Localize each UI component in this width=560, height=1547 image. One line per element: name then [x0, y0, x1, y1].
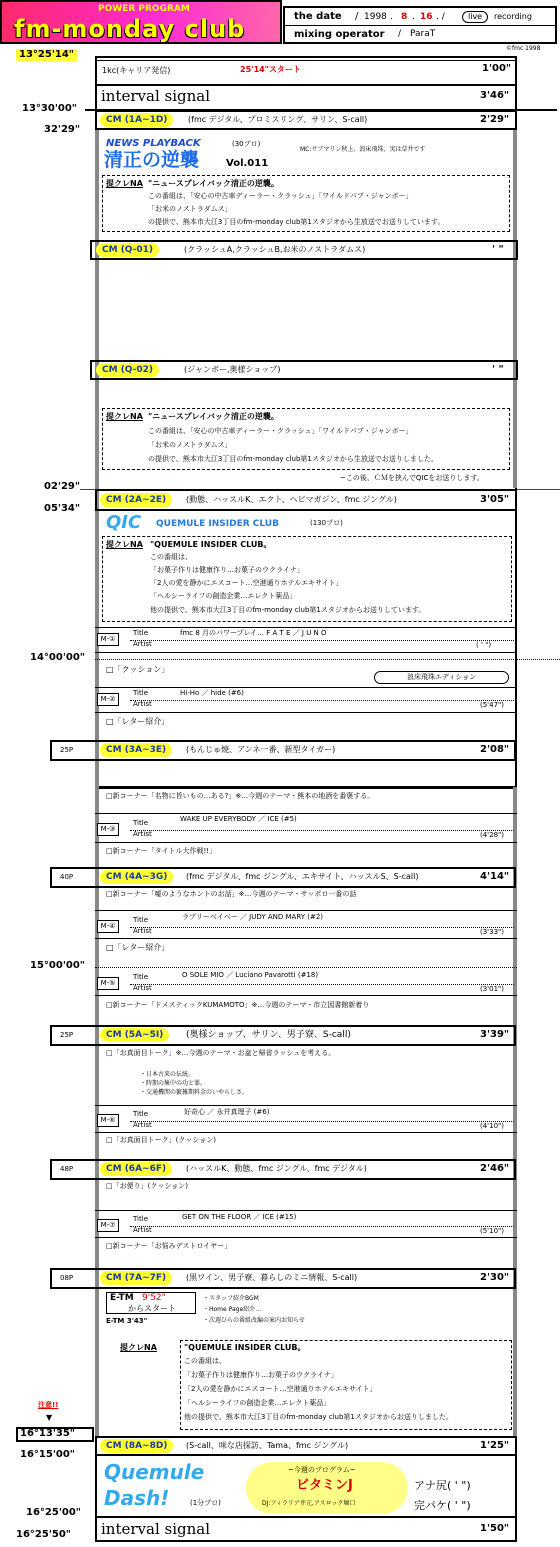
cm2-time-a: 02'29"	[44, 481, 81, 492]
cm8-label: CM (8A~8D)	[100, 1439, 173, 1453]
m1-duration: ( ' ")	[476, 641, 492, 649]
cm7-duration: 2'30"	[480, 1272, 510, 1283]
m4-artist-label: Artist	[133, 927, 152, 935]
time-14: 14°00'00"	[30, 652, 86, 663]
corner-1: □新コーナー「名物に旨いもの…ある?」※…今週のテーマ・熊本の地酒を番褒する。	[106, 792, 375, 800]
etm-bullet-1: ・スタッフ紹介BGM	[203, 1295, 259, 1302]
logo	[0, 0, 282, 44]
m7-label: M-⑦	[97, 1219, 119, 1232]
m1-title: fmc 8 月のパワープレイ… F A T E ／ J U N O	[180, 629, 327, 637]
m7-title-label: Title	[133, 1215, 149, 1223]
part1-gray-bar-right	[513, 130, 517, 488]
corner-7: □「お便り」(クッション)	[106, 1182, 188, 1190]
quemule-dash-line1: Quemule	[104, 1460, 205, 1484]
cm6-desc: (ハッスルK、動態、fmc ジングル、fmc デジタル)	[186, 1164, 367, 1173]
interval-1-time: 13°30'00"	[22, 103, 78, 114]
m2-artist-label: Artist	[133, 700, 152, 708]
vitamin-j-dj: DJ:フィラリア井元,アスロック堀口	[262, 1500, 356, 1507]
cm1-desc: (fmc デジタル、プロミスリング、サリン、S-call)	[188, 115, 368, 124]
quemule-dash-line2: Dash!	[104, 1486, 170, 1510]
cm2-label: CM (2A~2E)	[100, 493, 172, 507]
start-note: 25'14"スタート	[240, 65, 301, 74]
qic-logo: QIC	[106, 512, 142, 533]
time-15: 15°00'00"	[30, 960, 86, 971]
sponsor1-title: "ニュースプレイバック清正の逆襲。	[148, 179, 279, 188]
m2-title: Hi-Ho ／ hide (#6)	[180, 689, 244, 697]
sponsor3-label: 提クレNA	[106, 540, 143, 549]
sponsor1-line3: の提供で、熊本市大江3丁目のfm-monday club第1スタジオから生放送でお送りしています。	[148, 218, 445, 226]
sponsor4-line4: 「ヘルシーライフの創造企業…エレクト薬品」	[184, 1399, 331, 1407]
cmq2-desc: (ジャンボー,奥様ショップ)	[184, 365, 281, 374]
m7-duration: (5'10")	[480, 1227, 504, 1235]
m5-title: O SOLE MIO ／ Luciano Pavarotti (#18)	[182, 971, 319, 979]
cm1-time: 32'29"	[44, 124, 81, 135]
tone-label: 1kc(キャリア発信)	[102, 66, 171, 75]
etm-bullet-3: ・次週ひらの番組改編の案内お知らせ	[203, 1317, 305, 1324]
m4-title-label: Title	[133, 916, 149, 924]
cm3-part: 25P	[60, 746, 74, 754]
m7-artist-label: Artist	[133, 1226, 152, 1234]
np-title: NEWS PLAYBACK	[106, 138, 201, 149]
vitamin-j-pre: ~今週のプログラム~	[288, 1466, 356, 1474]
corner-5-bullet-3: ・交通機関の繁雑期料金のいやらしさ。	[140, 1089, 248, 1096]
etm-start: からスタート	[128, 1304, 176, 1313]
cushion-1: □「クッション」	[106, 665, 170, 674]
vitamin-j-title: ビタミンJ	[296, 1478, 353, 1493]
cmq2-duration: ' "	[492, 364, 504, 375]
sponsor3-title: "QUEMULE INSIDER CLUB。	[150, 540, 272, 549]
recording-label: recording	[494, 12, 532, 21]
cm4-duration: 4'14"	[480, 871, 510, 882]
sponsor3-line2: 「お菓子作りは健康作り…お菓子のウクライナ」	[150, 566, 304, 574]
cmq1-duration: ' "	[492, 244, 504, 255]
m1-artist-label: Artist	[133, 640, 152, 648]
time-162550: 16°25'50"	[16, 1529, 72, 1540]
logo-title: fm-monday club	[14, 15, 246, 43]
etm-time: 9'52"	[142, 1293, 166, 1303]
sponsor4-line1: この番組は、	[184, 1357, 226, 1365]
etm-label: E-TM	[110, 1293, 134, 1303]
cm8-duration: 1'25"	[480, 1440, 510, 1451]
cm8-desc: (S-call、味な店探訪、Tama、fmc ジングル)	[186, 1441, 349, 1450]
cm5-duration: 3'39"	[480, 1029, 510, 1040]
corner-5-bullet-1: ・日本古来の伝統。	[140, 1071, 195, 1078]
m3-title: WAKE UP EVERYBODY ／ ICE (#5)	[180, 815, 297, 823]
cmq1-label: CM (Q-01)	[96, 243, 159, 257]
corner-5: □「お真面目トーク」※…今週のテーマ・お盆と帰省ラッシュを考える。	[106, 1049, 336, 1057]
cm7-part: 08P	[60, 1274, 74, 1282]
live-badge: live	[462, 11, 488, 23]
sponsor3-line4: 「ヘルシーライフの創造企業…エレクト薬品」	[150, 592, 297, 600]
sponsor2-label: 提クレNA	[106, 412, 143, 421]
cmq2-label: CM (Q-02)	[96, 363, 159, 377]
cm1-duration: 2'29"	[480, 114, 510, 125]
interval-signal-1: interval signal	[101, 87, 211, 105]
cm7-label: CM (7A~7F)	[100, 1271, 172, 1285]
edition-badge: 浪床飛珠エディション	[374, 671, 509, 684]
cm5-desc: (奥様ショップ、サリン、男子寮、S-call)	[186, 1030, 351, 1040]
date-day: 16	[420, 12, 433, 22]
operator-value: ParaT	[410, 29, 436, 39]
cm2-time-b: 05'34"	[44, 503, 81, 514]
m2-duration: (5'47")	[480, 701, 504, 709]
m1-title-label: Title	[133, 629, 149, 637]
cm5-label: CM (5A~5I)	[100, 1028, 169, 1042]
m3-label: M-③	[97, 823, 119, 836]
sponsor3-line1: この番組は、	[150, 553, 192, 561]
letter-1: □「レター紹介」	[106, 717, 170, 726]
sponsor4-line5: 他の提供で、熊本市大江3丁目のfm-monday club第1スタジオからお送りしました。	[184, 1413, 453, 1421]
m6-duration: (4'10")	[480, 1122, 504, 1130]
corner-3: □新コーナー「嘘のようなホントのお話」※…今週のテーマ・サッポロ一番の話	[106, 890, 357, 898]
corner-2: □新コーナー「タイトル大作戦!!」	[106, 847, 217, 855]
m4-title: ラブリーベイベー ／ JUDY AND MARY (#2)	[182, 913, 324, 921]
cm6-part: 48P	[60, 1165, 74, 1173]
time-1625: 16°25'00"	[26, 1507, 82, 1518]
cmq1-desc: (クラッシュA,クラッシュB,お米のノストラダムス)	[184, 245, 366, 254]
sponsor1-label: 提クレNA	[106, 179, 143, 188]
start-time: 13°25'14"	[16, 49, 77, 61]
sponsor2-line1: この番組は、「安心の中古車ディーラー・クラッシュ」「ワイルドパブ・ジャンボー」	[148, 427, 413, 435]
m5-artist-label: Artist	[133, 984, 152, 992]
logo-top: POWER PROGRAM	[98, 4, 190, 14]
m1-label: M-①	[97, 633, 119, 646]
m4-duration: (3'33")	[480, 928, 504, 936]
sponsor4-line2: 「お菓子作りは健康作り…お菓子のウクライナ」	[184, 1371, 338, 1379]
np-vol: Vol.011	[226, 158, 269, 169]
date-year: 1998	[364, 12, 387, 22]
m5-label: M-⑤	[97, 977, 119, 990]
np-minutes: (30プロ)	[232, 140, 261, 148]
caution-arrow: ▼	[46, 1413, 53, 1422]
interval-1-duration: 3'46"	[480, 90, 510, 101]
cm6-label: CM (6A~6F)	[100, 1162, 172, 1176]
m3-artist-label: Artist	[133, 830, 152, 838]
cm4-part: 40P	[60, 873, 74, 881]
corner-6: □「お真面目トーク」(クッション)	[106, 1136, 216, 1144]
cm2-duration: 3'05"	[480, 494, 510, 505]
etm-length: E-TM 3'43"	[106, 1317, 148, 1325]
quemule-dash-minutes: (1分プロ)	[190, 1499, 221, 1507]
cm2-desc: (動態、ハッスルK、エクト、ヘビマガジン、fmc ジングル)	[186, 495, 397, 504]
m5-duration: (3'01")	[480, 985, 504, 993]
sponsor2-title: "ニュースプレイバック清正の逆襲。	[148, 412, 279, 421]
m2-title-label: Title	[133, 689, 149, 697]
sponsor2-line2: 「お米のノストラダムス」	[148, 441, 232, 449]
cm4-desc: (fmc デジタル、fmc ジングル、エキサイト、ハッスルS、S-call)	[186, 872, 419, 881]
cm3-desc: (もんじゅ焼、アンネ一番、新型タイガー)	[186, 745, 336, 754]
time-1615: 16°15'00"	[20, 1449, 76, 1460]
m5-title-label: Title	[133, 973, 149, 981]
etm-bullet-2: ・Home Page紹介…	[203, 1306, 262, 1313]
sponsor1-line1: この番組は、「安心の中古車ディーラー・クラッシュ」「ワイルドパブ・ジャンボー」	[148, 192, 413, 200]
sponsor4-title: "QUEMULE INSIDER CLUB。	[184, 1343, 306, 1352]
m6-title: 好奇心 ／ 永井真理子 (#6)	[184, 1108, 270, 1116]
sponsor3-line3: 「2人の愛を静かにエスコート…空港通りホテルエキサイト」	[150, 579, 343, 587]
np-main: 清正の逆襲	[104, 149, 200, 171]
ana-jiri: アナ尻( ' ")	[414, 1479, 471, 1492]
kanpake: 完パケ( ' ")	[414, 1499, 471, 1512]
sponsor4-label: 提クレNA	[120, 1343, 157, 1352]
corner-4: □新コーナー「ドメスティックKUMAMOTO」※…今週のテーマ・市立図書館新着り	[106, 1001, 370, 1009]
cm3-label: CM (3A~3E)	[100, 743, 172, 757]
np-mc: MC:サブマリン秋上、浪床飛珠、実は草井です	[300, 146, 426, 153]
sponsor3-line5: 他の提供で、熊本市大江3丁目のfm-monday club第1スタジオからお送りしています。	[150, 606, 426, 614]
corner-8: □新コーナー「お悩みデストロイヤー」	[106, 1242, 232, 1250]
copyright: ©fmc 1998	[506, 45, 541, 52]
m3-title-label: Title	[133, 819, 149, 827]
qic-title: QUEMULE INSIDER CLUB	[156, 519, 279, 529]
time-1613: 16°13'35"	[20, 1428, 76, 1439]
interval-signal-2: interval signal	[101, 1520, 211, 1538]
m6-artist-label: Artist	[133, 1121, 152, 1129]
corner-5-bullet-2: ・時期の集中の功と罪。	[140, 1080, 207, 1087]
cm4-label: CM (4A~3G)	[100, 870, 173, 884]
cm3-duration: 2'08"	[480, 744, 510, 755]
operator-label: mixing operator	[294, 29, 385, 40]
m6-title-label: Title	[133, 1110, 149, 1118]
m7-title: GET ON THE FLOOR ／ ICE (#15)	[182, 1213, 297, 1221]
m3-duration: (4'28")	[480, 831, 504, 839]
cm5-part: 25P	[60, 1031, 74, 1039]
cm7-desc: (黒ワイン、男子寮、暮らしのミニ情報、S-call)	[186, 1273, 358, 1282]
caution-note: 注意!!	[38, 1401, 59, 1409]
sponsor2-line3: の提供で、熊本市大江3丁目のfm-monday club第1スタジオから生放送でお送りしました。	[148, 455, 438, 463]
m2-label: M-②	[97, 693, 119, 706]
sponsor1-line2: 「お米のノストラダムス」	[148, 205, 232, 213]
tone-duration: 1'00"	[482, 63, 512, 74]
sponsor2-note: ~この後、ＣＭを挟んでQICをお送りします。	[340, 474, 484, 482]
m4-label: M-④	[97, 920, 119, 933]
part1-gray-bar	[95, 130, 99, 788]
sponsor4-line3: 「2人の愛を静かにエスコート…空港通りホテルエキサイト」	[184, 1385, 377, 1393]
interval-2-duration: 1'50"	[480, 1523, 510, 1534]
date-label: the date	[294, 11, 342, 22]
cm6-duration: 2'46"	[480, 1163, 510, 1174]
qic-minutes: (130プロ)	[310, 519, 343, 527]
cm1-label: CM (1A~1D)	[100, 113, 173, 127]
date-month: 8	[401, 12, 408, 22]
m6-label: M-⑥	[97, 1114, 119, 1127]
letter-2: □「レター紹介」	[106, 943, 170, 952]
